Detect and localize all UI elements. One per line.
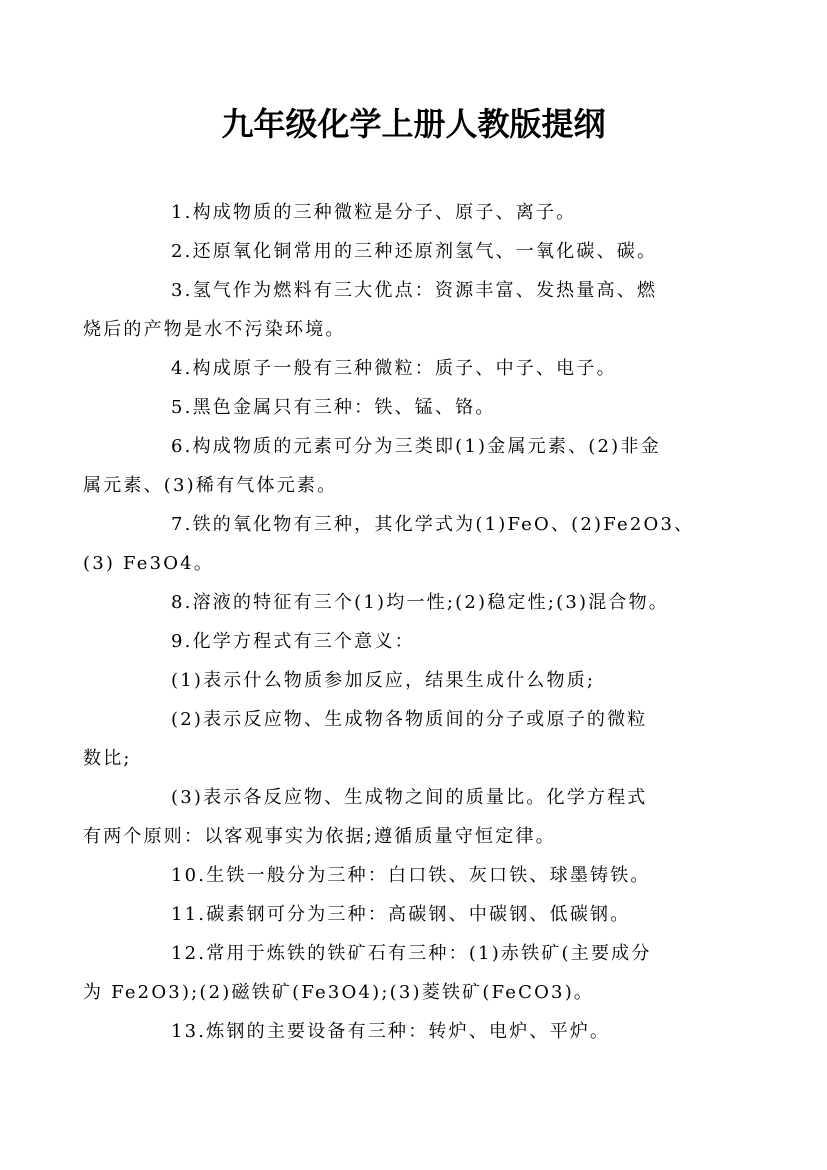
paragraph-9 bbox=[127, 622, 709, 661]
paragraph-line: 13.炼钢的主要设备有三种：转炉、电炉、平炉。 bbox=[171, 1021, 611, 1042]
paragraph-6 bbox=[83, 427, 709, 505]
paragraph-line: 2.还原氧化铜常用的三种还原剂氢气、一氧化碳、碳。 bbox=[171, 241, 658, 262]
paragraph-14 bbox=[127, 895, 709, 934]
document-title: 九年级化学上册人教版提纲 bbox=[221, 105, 606, 143]
paragraph-7 bbox=[83, 505, 709, 583]
paragraph-1 bbox=[127, 193, 709, 232]
paragraph-line: (1)表示什么物质参加反应，结果生成什么物质; bbox=[171, 670, 596, 691]
paragraph-15 bbox=[83, 934, 709, 1012]
paragraph-line: 为 Fe2O3);(2)磁铁矿(Fe3O4);(3)菱铁矿(FeCO3)。 bbox=[83, 982, 595, 1003]
paragraph-line: 6.构成物质的元素可分为三类即(1)金属元素、(2)非金 bbox=[171, 436, 661, 457]
paragraph-line: 烧后的产物是水不污染环境。 bbox=[83, 319, 346, 340]
paragraph-3 bbox=[83, 271, 709, 349]
paragraph-line: 3.氢气作为燃料有三大优点：资源丰富、发热量高、燃 bbox=[171, 280, 658, 301]
paragraph-line: 5.黑色金属只有三种：铁、锰、铬。 bbox=[171, 397, 496, 418]
paragraph-line: 7.铁的氧化物有三种，其化学式为(1)FeO、(2)Fe2O3、 bbox=[171, 514, 695, 535]
paragraph-line: (3)表示各反应物、生成物之间的质量比。化学方程式 bbox=[171, 787, 648, 808]
document-body bbox=[83, 193, 709, 1051]
paragraph-8 bbox=[127, 583, 709, 622]
paragraph-line: 12.常用于炼铁的铁矿石有三种：(1)赤铁矿(主要成分 bbox=[171, 943, 652, 964]
paragraph-16 bbox=[127, 1012, 709, 1051]
paragraph-line: 有两个原则：以客观事实为依据;遵循质量守恒定律。 bbox=[83, 826, 556, 847]
paragraph-2 bbox=[127, 232, 709, 271]
paragraph-line: 10.生铁一般分为三种：白口铁、灰口铁、球墨铸铁。 bbox=[171, 865, 651, 886]
paragraph-line: 数比; bbox=[83, 748, 132, 769]
paragraph-line: (3) Fe3O4。 bbox=[83, 553, 215, 574]
paragraph-12 bbox=[83, 778, 709, 856]
paragraph-line: 4.构成原子一般有三种微粒：质子、中子、电子。 bbox=[171, 358, 617, 379]
paragraph-line: 11.碳素钢可分为三种：高碳钢、中碳钢、低碳钢。 bbox=[171, 904, 631, 925]
paragraph-line: 1.构成物质的三种微粒是分子、原子、离子。 bbox=[171, 202, 577, 223]
paragraph-line: 9.化学方程式有三个意义： bbox=[171, 631, 415, 652]
paragraph-line: 8.溶液的特征有三个(1)均一性;(2)稳定性;(3)混合物。 bbox=[171, 592, 669, 613]
paragraph-line: (2)表示反应物、生成物各物质间的分子或原子的微粒 bbox=[171, 709, 648, 730]
paragraph-13 bbox=[127, 856, 709, 895]
paragraph-5 bbox=[127, 388, 709, 427]
paragraph-line: 属元素、(3)稀有气体元素。 bbox=[83, 475, 338, 496]
paragraph-10 bbox=[127, 661, 709, 700]
paragraph-4 bbox=[127, 349, 709, 388]
paragraph-11 bbox=[83, 700, 709, 778]
